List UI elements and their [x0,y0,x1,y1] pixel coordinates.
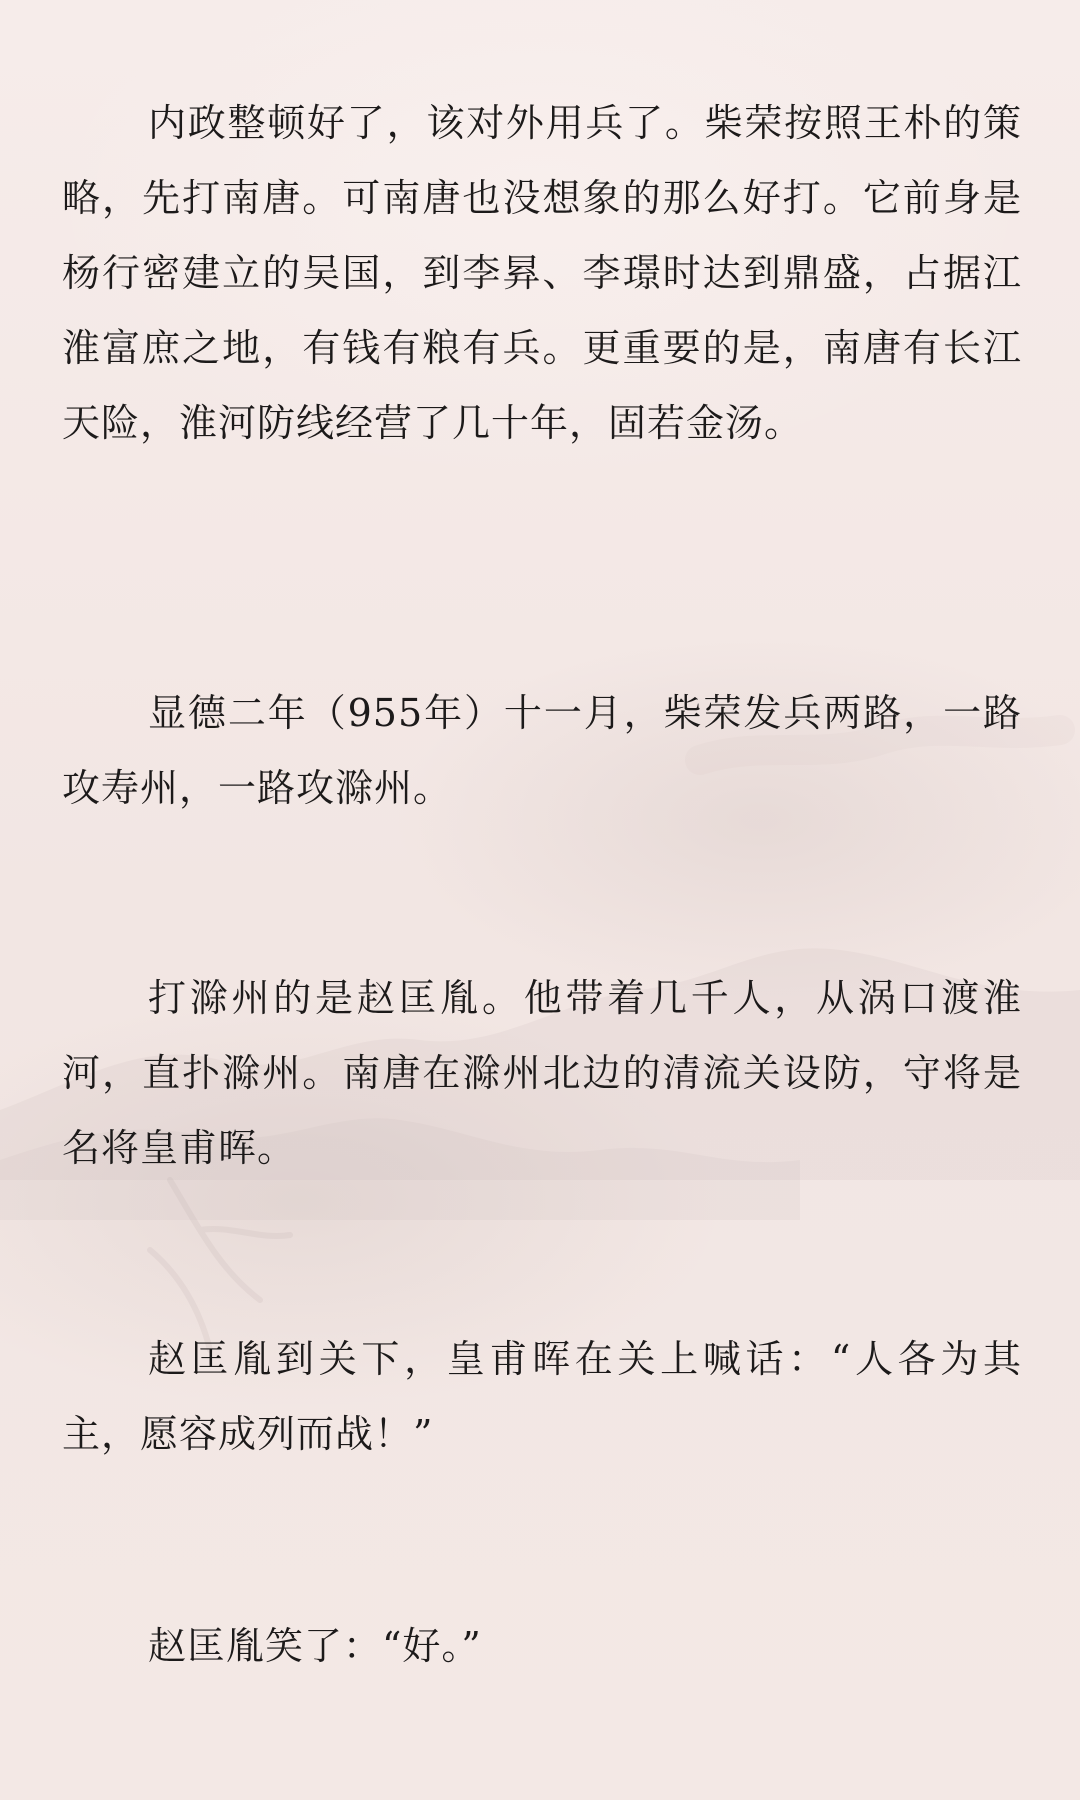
paragraph-5: 赵匡胤笑了：“好。” [148,1624,482,1668]
paragraph-3: 打滁州的是赵匡胤。他带着几千人，从涡口渡淮河，直扑滁州。南唐在滁州北边的清流关设防，守将是名将皇甫晖。 [62,976,1022,1170]
paragraph-4: 赵匡胤到关下，皇甫晖在关上喊话：“人各为其主，愿容成列而战！” [62,1337,1022,1456]
paragraph-2: 显德二年（955年）十一月，柴荣发兵两路，一路攻寿州，一路攻滁州。 [62,691,1022,810]
paragraph-1: 内政整顿好了，该对外用兵了。柴荣按照王朴的策略，先打南唐。可南唐也没想象的那么好打。它前身是杨行密建立的吴国，到李昪、李璟时达到鼎盛，占据江淮富庶之地，有钱有粮有兵。更重要的是，南唐有长江天险，淮河防线经营了几十年，固若金汤。 [62,101,1022,445]
